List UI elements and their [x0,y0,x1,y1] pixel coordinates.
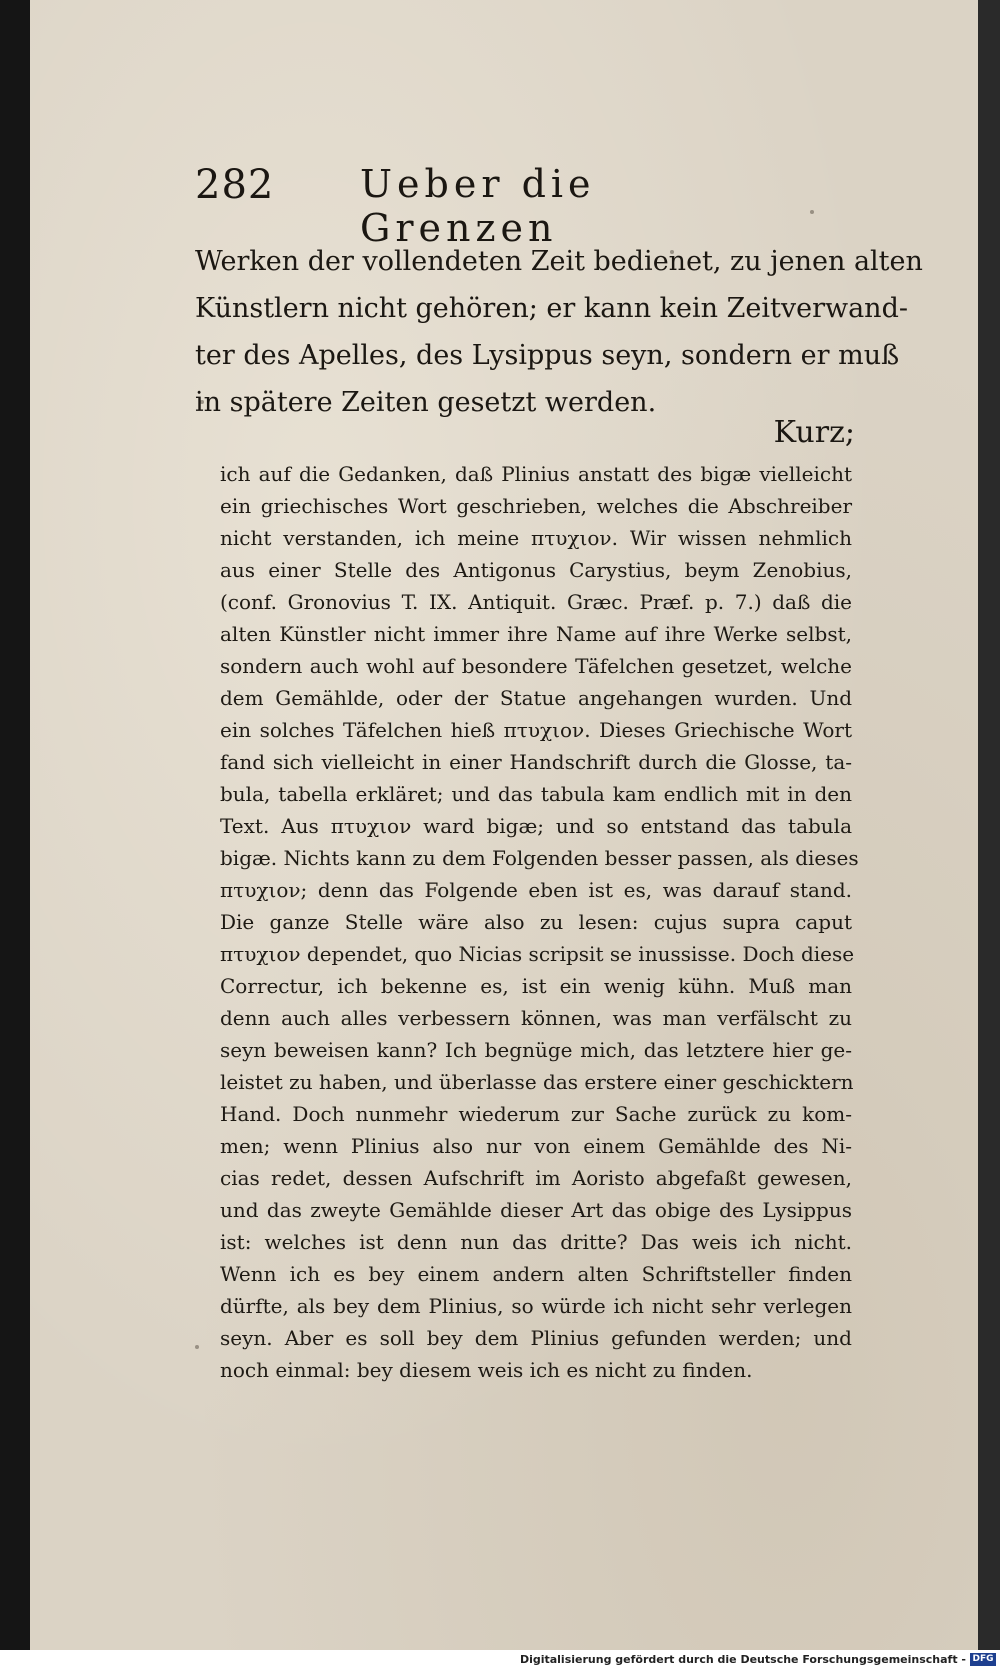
footnote-line: Die ganze Stelle wäre also zu lesen: cujus supra caput [220,910,852,934]
catchword: Kurz; [773,415,855,450]
running-head: Ueber die Grenzen [360,162,596,250]
footnote-block [220,458,859,1386]
footnote-line: noch einmal: bey diesem weis ich es nicht zu finden. [220,1358,753,1382]
digitization-footer [0,1650,1000,1670]
footnote-line: sondern auch wohl auf besondere Täfelchen gesetzet, welche [220,654,852,678]
main-text [195,238,923,426]
paper-speck [195,1345,199,1349]
dfg-logo: DFG [970,1653,996,1666]
footnote-line: Correctur, ich bekenne es, ist ein wenig kühn. Muß man [220,974,852,998]
footnote-line: ist: welches ist denn nun das dritte? Das weis ich nicht. [220,1230,852,1254]
footnote-line: bigæ. Nichts kann zu dem Folgenden besser passen, als dieses [220,846,859,870]
footnote-line: πτυχιον dependet, quo Nicias scripsit se inussisse. Doch diese [220,942,855,966]
footnote-line: ein griechisches Wort geschrieben, welches die Abschreiber [220,494,852,518]
footnote-line: bula, tabella erkläret; und das tabula kam endlich mit in den [220,782,852,806]
footnote-line: fand sich vielleicht in einer Handschrift durch die Glosse, ta- [220,750,852,774]
footnote-line: Wenn ich es bey einem andern alten Schriftsteller finden [220,1262,852,1286]
main-text-line: in spätere Zeiten gesetzt werden. [195,387,657,418]
footnote-line: (conf. Gronovius T. IX. Antiquit. Græc. Præf. p. 7.) daß die [220,590,852,614]
footnote-line: men; wenn Plinius also nur von einem Gemählde des Ni- [220,1134,852,1158]
footnote-line: leistet zu haben, und überlasse das erstere einer geschicktern [220,1070,854,1094]
page-number: 282 [195,162,275,208]
footnote-line: aus einer Stelle des Antigonus Carystius, beym Zenobius, [220,558,852,582]
main-text-line: ter des Apelles, des Lysippus seyn, sondern er muß [195,340,900,371]
footnote-line: cias redet, dessen Aufschrift im Aoristo abgefaßt gewesen, [220,1166,852,1190]
footnote-line: ich auf die Gedanken, daß Plinius anstatt des bigæ vielleicht [220,462,852,486]
footer-credit: Digitalisierung gefördert durch die Deutsche Forschungsgemeinschaft - [519,1653,966,1666]
footnote-line: und das zweyte Gemählde dieser Art das obige des Lysippus [220,1198,852,1222]
footnote-line: πτυχιον; denn das Folgende eben ist es, was darauf stand. [220,878,852,902]
footnote-line: dürfte, als bey dem Plinius, so würde ich nicht sehr verlegen [220,1294,852,1318]
footnote-line: seyn beweisen kann? Ich begnüge mich, das letztere hier ge- [220,1038,852,1062]
footnote-line: nicht verstanden, ich meine πτυχιον. Wir wissen nehmlich [220,526,852,550]
page-edge-shadow [978,0,1000,1650]
footnote-line: Hand. Doch nunmehr wiederum zur Sache zurück zu kom- [220,1102,852,1126]
footnote-line: Text. Aus πτυχιον ward bigæ; und so entstand das tabula [220,814,852,838]
page-header [195,162,755,250]
footnote-line: dem Gemählde, oder der Statue angehangen wurden. Und [220,686,852,710]
footnote-line: seyn. Aber es soll bey dem Plinius gefunden werden; und [220,1326,852,1350]
footnote-line: alten Künstler nicht immer ihre Name auf ihre Werke selbst, [220,622,852,646]
main-text-line: Werken der vollendeten Zeit bedienet, zu jenen alten [195,246,923,277]
footnote-line: denn auch alles verbessern können, was man verfälscht zu [220,1006,852,1030]
main-text-line: Künstlern nicht gehören; er kann kein Zeitverwand- [195,293,908,324]
footnote-line: ein solches Täfelchen hieß πτυχιον. Dieses Griechische Wort [220,718,852,742]
paper-speck [810,210,814,214]
